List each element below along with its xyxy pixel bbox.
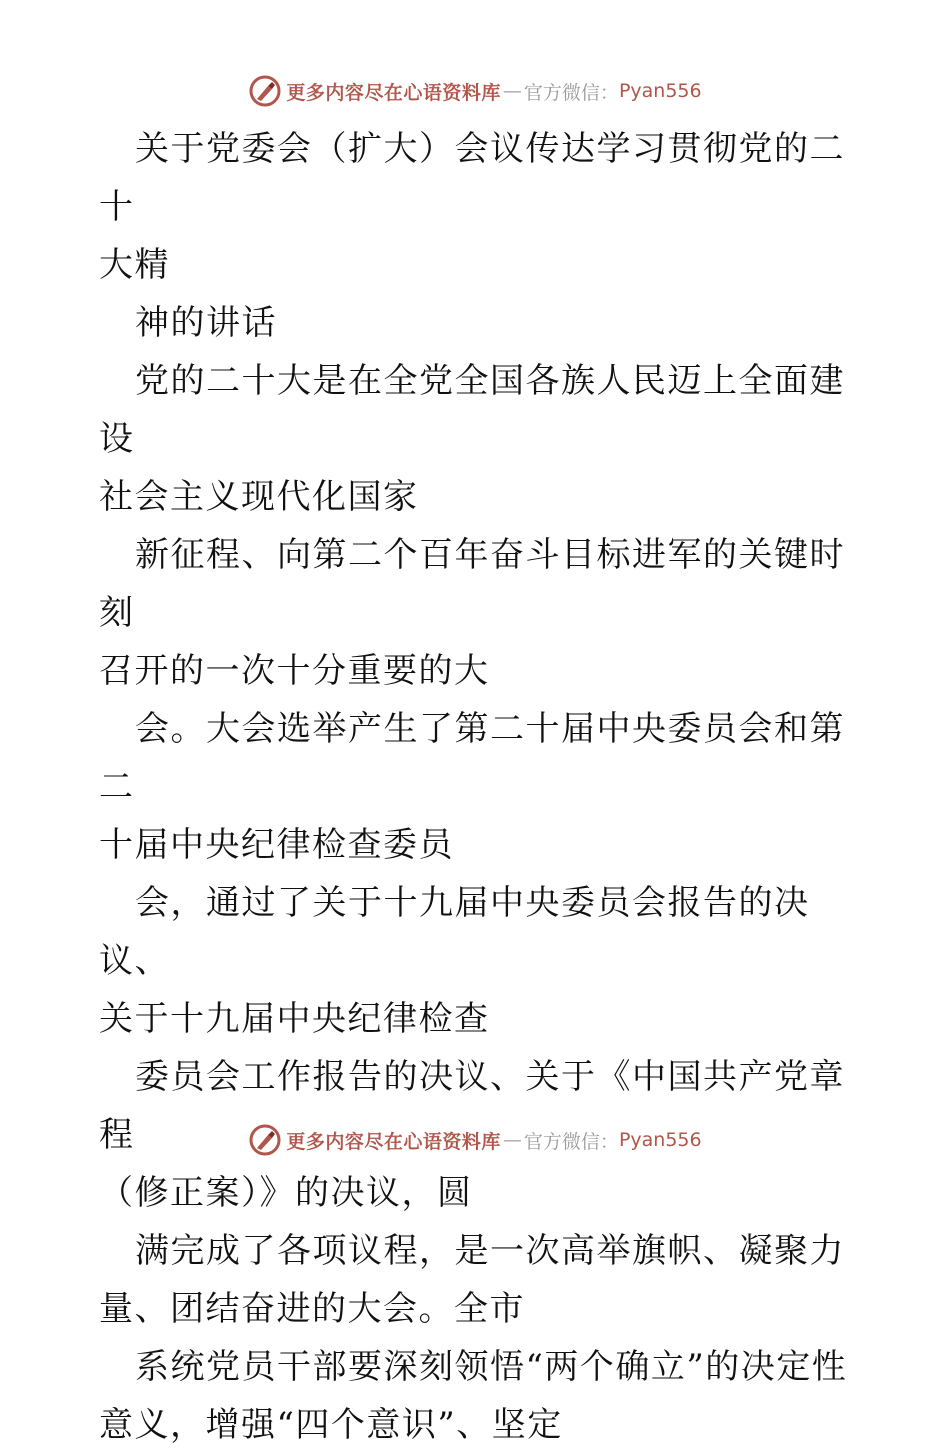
banner-main-text: 更多内容尽在心语资料库 xyxy=(286,1130,501,1153)
banner-wechat-id: Pyan556 xyxy=(618,1129,702,1151)
paragraph-line: 十届中央纪律检查委员 xyxy=(99,825,454,865)
banner-wechat-label: 官方微信： xyxy=(523,1130,619,1153)
paragraph-line: 会。大会选举产生了第二十届中央委员会和第二 xyxy=(99,709,845,807)
banner-dash: — xyxy=(502,1129,522,1151)
header-watermark-banner xyxy=(0,71,950,111)
paragraph-line: （修正案）》的决议，圆 xyxy=(99,1173,473,1213)
paragraph-line: 关于十九届中央纪律检查 xyxy=(99,999,490,1039)
paragraph-line: 党的二十大是在全党全国各族人民迈上全面建设 xyxy=(99,361,845,459)
paragraph-line: 神的讲话 xyxy=(135,303,277,343)
footer-watermark-banner xyxy=(0,1120,950,1160)
body-paragraph xyxy=(99,526,859,700)
paragraph-line: 满完成了各项议程，是一次高举旗帜、凝聚力 xyxy=(135,1231,845,1271)
paragraph-line: 新征程、向第二个百年奋斗目标进军的关键时刻 xyxy=(99,535,845,633)
paragraph-line: 意义，增强“四个意识”、坚定 xyxy=(99,1405,563,1445)
pen-logo-icon xyxy=(248,74,282,108)
document-body xyxy=(99,120,859,1454)
paragraph-line: 社会主义现代化国家 xyxy=(99,477,419,517)
banner-dash: — xyxy=(502,80,522,102)
body-paragraph xyxy=(99,700,859,874)
paragraph-line: 召开的一次十分重要的大 xyxy=(99,651,490,691)
body-paragraph xyxy=(99,120,859,294)
body-paragraph xyxy=(99,1338,859,1454)
paragraph-line: 会，通过了关于十九届中央委员会报告的决议、 xyxy=(99,883,810,981)
banner-wechat-id: Pyan556 xyxy=(618,80,702,102)
banner-main-text: 更多内容尽在心语资料库 xyxy=(286,81,501,104)
body-paragraph xyxy=(99,294,859,352)
body-paragraph xyxy=(99,874,859,1048)
paragraph-line: 关于党委会（扩大）会议传达学习贯彻党的二十 xyxy=(99,129,845,227)
paragraph-line: 委员会工作报告的决议、关于《中国共产党章程 xyxy=(99,1057,845,1155)
paragraph-line: 系统党员干部要深刻领悟“两个确立”的决定性 xyxy=(135,1347,848,1387)
paragraph-line: 量、团结奋进的大会。全市 xyxy=(99,1289,525,1329)
body-paragraph xyxy=(99,1222,859,1338)
pen-logo-icon xyxy=(248,1123,282,1157)
body-paragraph xyxy=(99,352,859,526)
banner-wechat-label: 官方微信： xyxy=(523,81,619,104)
paragraph-line: 大精 xyxy=(99,245,170,285)
